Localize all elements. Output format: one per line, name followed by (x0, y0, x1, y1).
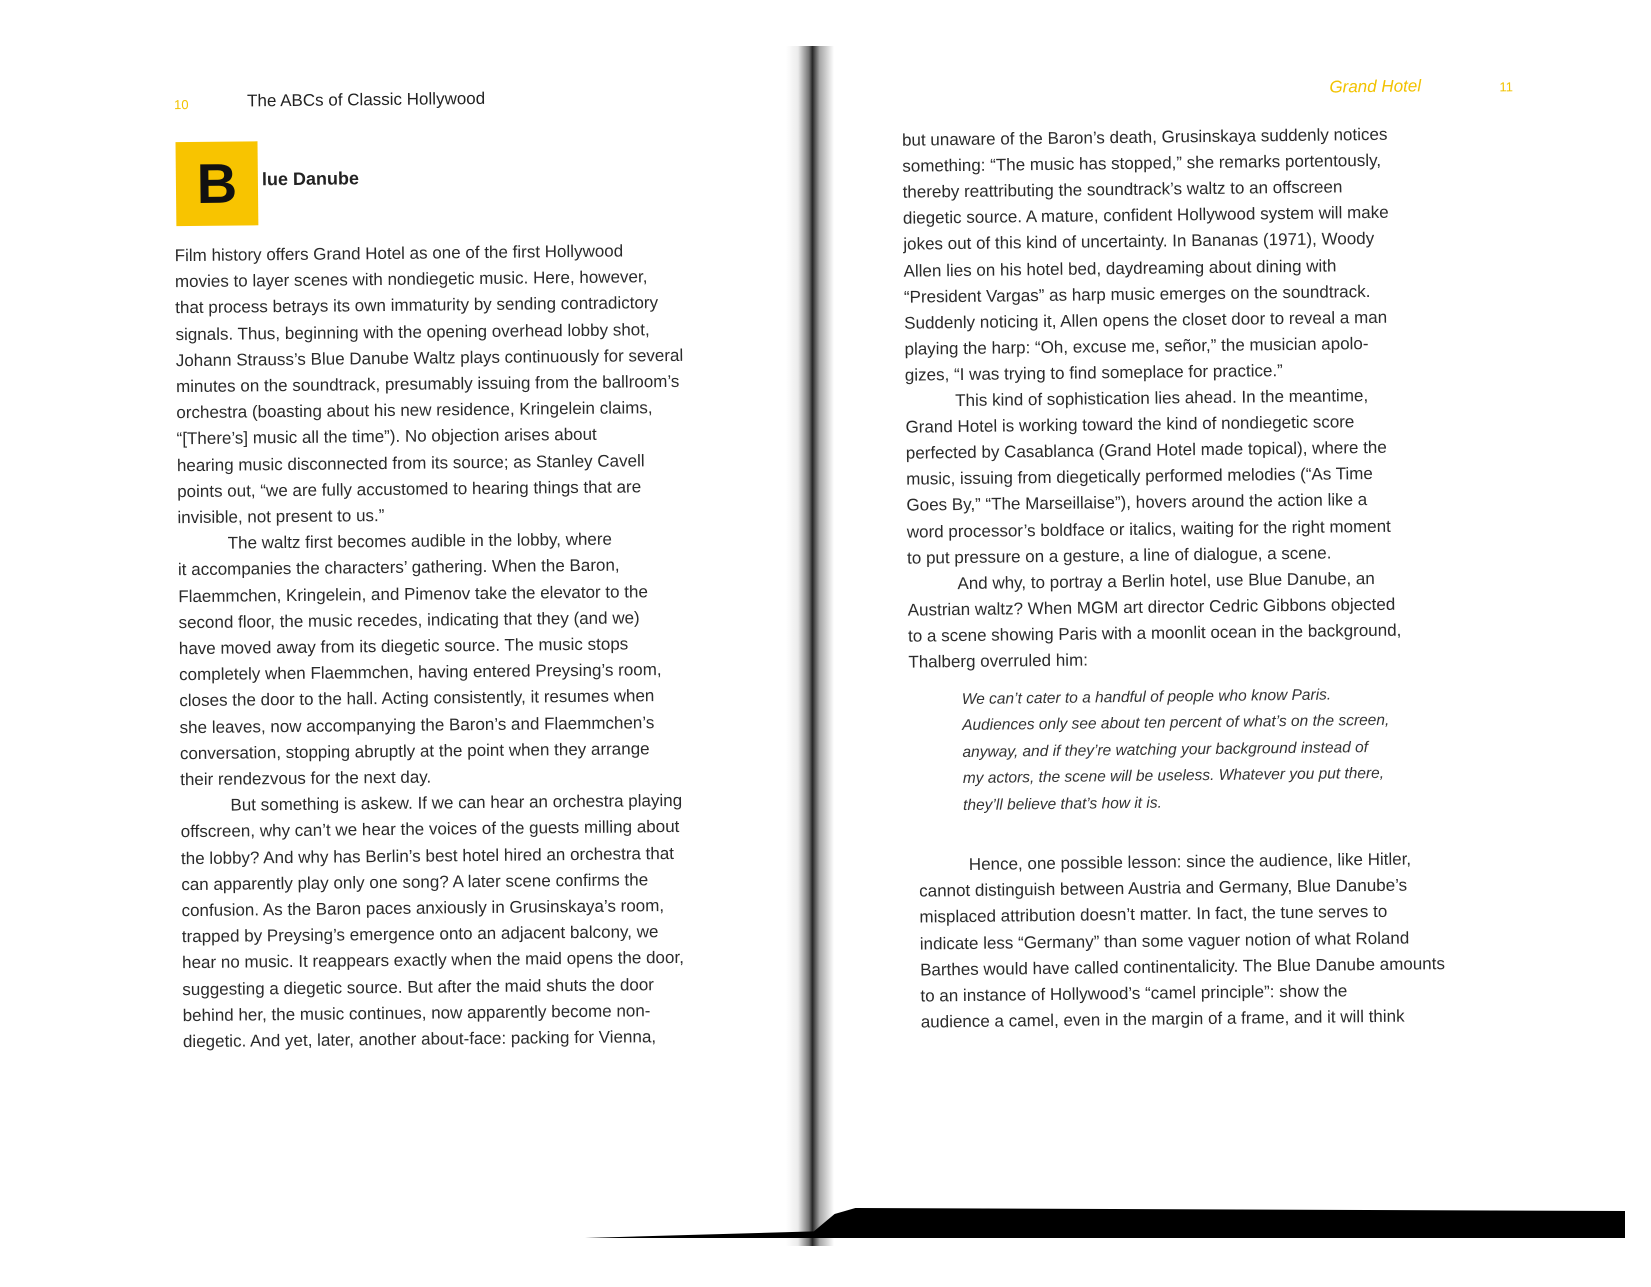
left-running-head: The ABCs of Classic Hollywood (246, 88, 486, 111)
text-line: to an instance of Hollywood’s “camel principle”: show the (920, 981, 1348, 1006)
text-line: she leaves, now accompanying the Baron’s and Flaemmchen’s (179, 712, 655, 737)
text-line: Barthes would have called continentalicity. The Blue Danube amounts (920, 953, 1446, 980)
text-line: Thalberg overruled him: (908, 650, 1089, 672)
text-line: Suddenly noticing it, Allen opens the closet door to reveal a man (904, 307, 1388, 333)
left-page-number: 10 (174, 97, 189, 113)
quote-line: they’ll believe that’s how it is. (963, 794, 1162, 814)
text-line: their rendezvous for the next day. (180, 767, 432, 790)
text-line: But something is askew. If we can hear an orchestra playing (230, 791, 683, 815)
text-line: trapped by Preysing’s emergence onto an adjacent balcony, we (181, 922, 659, 947)
text-line: behind her, the music continues, now apparently become non- (182, 1001, 651, 1025)
text-line: to put pressure on a gesture, a line of dialogue, a scene. (906, 543, 1332, 568)
text-line: music, issuing from diegetically performed melodies (“As Time (906, 464, 1373, 489)
quote-line: anyway, and if they’re watching your background instead of (962, 738, 1369, 761)
text-line: offscreen, why can’t we hear the voices of the guests milling about (180, 817, 680, 842)
text-line: And why, to portray a Berlin hotel, use Blue Danube, an (957, 568, 1375, 593)
text-line: confusion. As the Baron paces anxiously in Grusinskaya’s room, (181, 896, 665, 921)
text-line: suggesting a diegetic source. But after the maid shuts the door (182, 974, 655, 999)
text-line: the lobby? And why has Berlin’s best hotel hired an orchestra that (180, 843, 675, 868)
text-line: diegetic. And yet, later, another about-face: packing for Vienna, (182, 1027, 657, 1052)
text-line: Grand Hotel is working toward the kind of nondiegetic score (905, 412, 1355, 437)
text-line: something: “The music has stopped,” she remarks portentously, (902, 150, 1382, 176)
text-line: Johann Strauss’s Blue Danube Waltz plays continuously for several (175, 345, 684, 370)
section-title: lue Danube (261, 168, 360, 190)
text-line: second floor, the music recedes, indicating that they (and we) (178, 608, 640, 632)
text-line: can apparently play only one song? A later scene confirms the (181, 870, 649, 894)
text-line: Flaemmchen, Kringelein, and Pimenov take the elevator to the (178, 581, 648, 606)
right-page-number: 11 (1499, 79, 1513, 95)
text-line: Allen lies on his hotel bed, daydreaming about dining with (903, 255, 1337, 281)
text-line: Goes By,” “The Marseillaise”), hovers around the action like a (906, 490, 1368, 516)
text-line: signals. Thus, beginning with the opening overhead lobby shot, (175, 319, 650, 344)
right-running-head: Grand Hotel (1329, 76, 1422, 97)
text-line: thereby reattributing the soundtrack’s waltz to an offscreen (902, 177, 1343, 202)
text-line: jokes out of this kind of uncertainty. In Bananas (1971), Woody (903, 229, 1375, 255)
text-line: invisible, not present to us.” (177, 506, 385, 528)
quote-line: We can’t cater to a handful of people who know Paris. (961, 686, 1332, 709)
text-line: “President Vargas” as harp music emerges on the soundtrack. (903, 281, 1371, 307)
text-line: points out, “we are fully accustomed to hearing things that are (177, 477, 642, 501)
text-line: Hence, one possible lesson: since the audience, like Hitler, (968, 849, 1412, 874)
text-line: cannot distinguish between Austria and Germany, Blue Danube’s (919, 875, 1408, 901)
text-line: gizes, “I was trying to find someplace for practice.” (904, 360, 1283, 385)
text-line: playing the harp: “Oh, excuse me, señor,” the musician apolo- (904, 333, 1369, 359)
text-line: misplaced attribution doesn’t matter. In fact, the tune serves to (919, 902, 1388, 927)
book-gutter-shadow (786, 46, 834, 1246)
text-line: indicate less “Germany” than some vaguer notion of what Roland (919, 928, 1410, 954)
text-line: audience a camel, even in the margin of a frame, and it will think (920, 1006, 1405, 1032)
text-line: minutes on the soundtrack, presumably issuing from the ballroom’s (175, 371, 680, 397)
text-line: word processor’s boldface or italics, waiting for the right moment (906, 516, 1391, 542)
text-line: it accompanies the characters’ gathering. When the Baron, (177, 555, 620, 580)
text-line: orchestra (boasting about his new residence, Kringelein claims, (176, 398, 653, 423)
text-line: diegetic source. A mature, confident Hollywood system will make (902, 203, 1389, 228)
text-line: Austrian waltz? When MGM art director Cedric Gibbons objected (907, 594, 1396, 620)
text-line: that process betrays its own immaturity by sending contradictory (175, 293, 659, 318)
text-line: hearing music disconnected from its source; as Stanley Cavell (176, 450, 645, 475)
text-line: The waltz first becomes audible in the lobby, where (227, 529, 613, 553)
text-line: but unaware of the Baron’s death, Grusinskaya suddenly notices (901, 124, 1388, 150)
drop-cap-letter: B (196, 151, 238, 215)
text-line: Film history offers Grand Hotel as one of the first Hollywood (174, 241, 624, 266)
text-line: have moved away from its diegetic source. The music stops (178, 634, 629, 659)
text-line: perfected by Casablanca (Grand Hotel made topical), where the (905, 437, 1387, 463)
text-line: closes the door to the hall. Acting consistently, it resumes when (179, 686, 655, 711)
text-line: completely when Flaemmchen, having entered Preysing’s room, (178, 660, 662, 685)
quote-line: my actors, the scene will be useless. Whatever you put there, (962, 765, 1385, 788)
text-line: hear no music. It reappears exactly when the maid opens the door, (181, 948, 684, 973)
text-line: movies to layer scenes with nondiegetic music. Here, however, (174, 267, 648, 292)
text-line: “[There’s] music all the time”). No objection arises about (176, 425, 597, 449)
quote-line: Audiences only see about ten percent of what’s on the screen, (962, 712, 1390, 735)
text-line: to a scene showing Paris with a moonlit ocean in the background, (907, 620, 1402, 646)
text-line: This kind of sophistication lies ahead. In the meantime, (955, 386, 1369, 411)
text-line: conversation, stopping abruptly at the point when they arrange (179, 739, 650, 763)
